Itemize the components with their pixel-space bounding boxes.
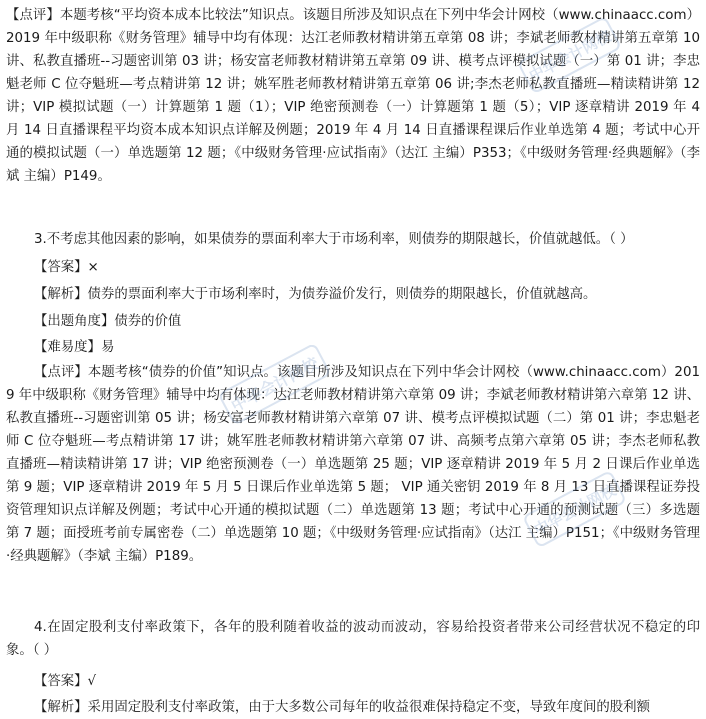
svg-text:中华会计网校: 中华会计网校 <box>227 353 322 416</box>
q3-analysis: 【解析】债券的票面利率大于市场利率时，为债券溢价发行，则债券的期限越长，价值就越高。 <box>34 287 597 302</box>
q3-angle: 【出题角度】债券的价值 <box>34 314 182 329</box>
q4-analysis: 【解析】采用固定股利支付率政策，由于大多数公司每年的收益很难保持稳定不变，导致年度间的股利额 <box>34 700 650 715</box>
q4-answer: 【答案】√ <box>34 674 97 689</box>
q3-review-paragraph: 【点评】本题考核“债券的价值”知识点。该题目所涉及知识点在下列中华会计网校（www.chinaacc.com）2019 年中级职称《财务管理》辅导中均有体现：达江老师教材精讲第六章第 09 讲；李斌老师教材精讲第六章第 12 讲、私教直播班--习题密训第 05 讲；杨安富老师教材精讲第六章第 07 讲、模考点评模拟试题（二）第 01 讲；李忠魁老师 C 位夺魁班—考点精讲第 17 讲；姚军胜老师教材精讲第六章第 07 讲、高频考点第六章第 05 讲；李杰老师私教直播班—精读精讲第 17 讲；VIP 绝密预测卷（一）单选题第 25 题；VIP 逐章精讲 2019 年 5 月 2 日课后作业单选第 9 题；VIP 逐章精讲 2019 年 5 月 5 日课后作业单选第 5 题； VIP 通关密钥 2019 年 8 月 13 日直播课程证券投资管理知识点详解及例题；考试中心开通的模拟试题（二）单选题第 13 题；考试中心开通的预测试题（三）多选题第 7 题；面授班考前专属密卷（二）单选题第 10 题；《中级财务管理·应试指南》（达江 主编）P151；《中级财务管理·经典题解》（李斌 主编）P189。 <box>6 365 700 564</box>
q3-answer: 【答案】× <box>34 260 99 275</box>
svg-text:中华会计网校: 中华会计网校 <box>526 26 614 86</box>
review-paragraph-prev: 【点评】本题考核“平均资本成本比较法”知识点。该题目所涉及知识点在下列中华会计网校（www.chinaacc.com）2019 年中级职称《财务管理》辅导中均有体现：达江老师教材精讲第五章第 08 讲；李斌老师教材精讲第五章第 10 讲、私教直播班--习题密训第 03 讲；杨安富老师教材精讲第五章第 09 讲、模考点评模拟试题（一）第 01 讲；李忠魁老师 C 位夺魁班—考点精讲第 12 讲；姚军胜老师教材精讲第五章第 06 讲;李杰老师私教直播班—精读精讲第 12 讲；VIP 模拟试题（一）计算题第 1 题（1）；VIP 绝密预测卷（一）计算题第 1 题（5）；VIP 逐章精讲 2019 年 4 月 14 日直播课程平均资本成本知识点详解及例题；2019 年 4 月 14 日直播课程课后作业单选第 4 题；考试中心开通的模拟试题（一）单选题第 12 题；《中级财务管理·应试指南》（达江 主编）P353；《中级财务管理·经典题解》（李斌 主编）P149。 <box>6 8 700 184</box>
question-4-text: 4.在固定股利支付率政策下，各年的股利随着收益的波动而波动，容易给投资者带来公司经营状况不稳定的印象。（ ） <box>6 620 700 658</box>
q3-difficulty: 【难易度】易 <box>34 340 115 355</box>
question-3-text: 3.不考虑其他因素的影响，如果债券的票面利率大于市场利率，则债券的期限越长，价值就越低。（ ） <box>34 232 634 247</box>
svg-text:中华会计网校: 中华会计网校 <box>531 480 619 540</box>
